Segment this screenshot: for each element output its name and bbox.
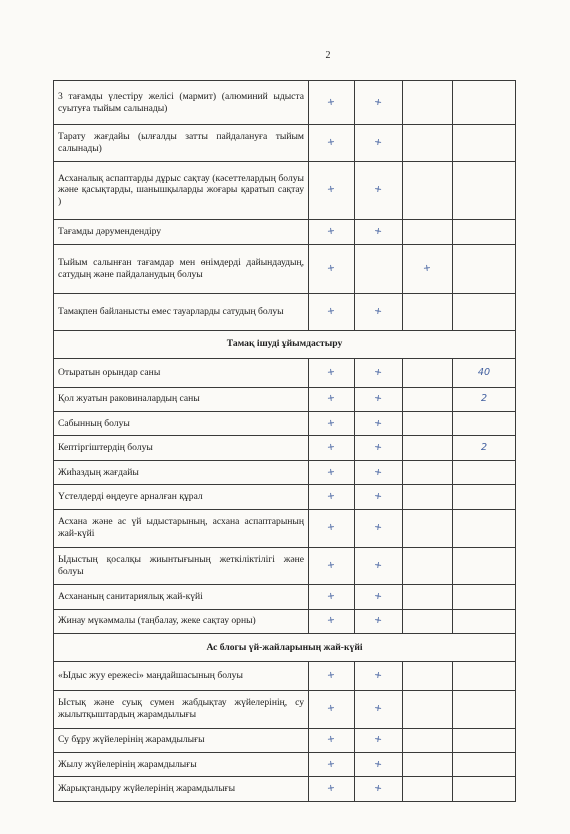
handwritten-mark-col-1: [309, 387, 355, 411]
handwritten-plus: +: [373, 733, 384, 746]
handwritten-mark-col-3: [403, 81, 453, 125]
handwritten-mark-col-1: [309, 436, 355, 460]
handwritten-mark-col-3: [403, 412, 453, 436]
handwritten-mark-col-3: [403, 777, 453, 802]
handwritten-mark-col-3: [403, 485, 453, 509]
section-heading: Ас блогы үй-жайларының жай-күйі: [54, 634, 516, 662]
section-heading-row: [54, 330, 516, 358]
checklist-row: [54, 436, 516, 460]
handwritten-mark-col-2: [355, 661, 403, 690]
criterion-text: Тағамды дәрумендендіру: [54, 219, 309, 245]
handwritten-mark-col-1: [309, 585, 355, 609]
handwritten-plus: +: [373, 184, 384, 196]
checklist-row: [54, 690, 516, 728]
handwritten-note: [453, 509, 516, 547]
handwritten-mark-col-3: [403, 358, 453, 387]
handwritten-plus: +: [326, 184, 337, 196]
handwritten-plus: +: [373, 758, 384, 771]
handwritten-mark-col-1: [309, 609, 355, 633]
handwritten-plus: +: [373, 702, 384, 715]
handwritten-plus: +: [326, 521, 337, 534]
checklist-row: [54, 387, 516, 411]
criterion-text: Үстелдерді өңдеуге арналған құрал: [54, 485, 309, 509]
checklist-row: [54, 294, 516, 331]
criterion-text: Тыйым салынған тағамдар мен өнімдерді дайындаудың, сатудың және пайдаланудың болуы: [54, 245, 309, 294]
handwritten-mark-col-3: [403, 753, 453, 777]
criterion-text: Ыдыстың қосалқы жиынтығының жеткіліктілігі және болуы: [54, 547, 309, 585]
handwritten-note: [453, 219, 516, 245]
handwritten-mark-col-1: [309, 460, 355, 484]
handwritten-mark-col-2: [355, 436, 403, 460]
handwritten-note: [453, 162, 516, 220]
handwritten-mark-col-3: [403, 436, 453, 460]
handwritten-mark-col-2: [355, 690, 403, 728]
handwritten-mark-col-3: [403, 728, 453, 752]
checklist-row: [54, 162, 516, 220]
handwritten-plus: +: [373, 366, 384, 379]
handwritten-plus: +: [326, 392, 337, 405]
handwritten-mark-col-2: [355, 585, 403, 609]
handwritten-mark-col-2: [355, 509, 403, 547]
handwritten-plus: +: [326, 782, 337, 795]
handwritten-mark-col-1: [309, 294, 355, 331]
handwritten-mark-col-2: [355, 125, 403, 162]
handwritten-note: [453, 294, 516, 331]
checklist-row: [54, 509, 516, 547]
handwritten-mark-col-1: [309, 661, 355, 690]
handwritten-plus: +: [373, 782, 384, 795]
handwritten-mark-col-2: [355, 81, 403, 125]
criterion-text: Асхананың санитариялық жай-күйі: [54, 585, 309, 609]
handwritten-plus: +: [326, 417, 337, 430]
handwritten-plus: +: [373, 96, 384, 109]
checklist-row: [54, 219, 516, 245]
handwritten-mark-col-3: [403, 125, 453, 162]
handwritten-note: 40: [453, 358, 516, 387]
handwritten-note: [453, 81, 516, 125]
handwritten-plus: +: [422, 262, 433, 275]
handwritten-mark-col-1: [309, 547, 355, 585]
handwritten-note: [453, 585, 516, 609]
handwritten-mark-col-3: [403, 162, 453, 220]
handwritten-mark-col-1: [309, 728, 355, 752]
handwritten-plus: +: [326, 758, 337, 771]
handwritten-plus: +: [373, 225, 384, 238]
handwritten-mark-col-2: [355, 412, 403, 436]
handwritten-note: [453, 777, 516, 802]
handwritten-mark-col-3: [403, 509, 453, 547]
handwritten-mark-col-1: [309, 358, 355, 387]
handwritten-plus: +: [326, 615, 337, 627]
handwritten-mark-col-2: [355, 219, 403, 245]
handwritten-mark-col-1: [309, 81, 355, 125]
criterion-text: «Ыдыс жуу ережесі» маңдайшасының болуы: [54, 661, 309, 690]
handwritten-mark-col-3: [403, 387, 453, 411]
handwritten-mark-col-2: [355, 485, 403, 509]
checklist-row: [54, 245, 516, 294]
handwritten-mark-col-1: [309, 245, 355, 294]
handwritten-note: [453, 661, 516, 690]
handwritten-plus: +: [326, 669, 337, 682]
handwritten-plus: +: [326, 96, 337, 109]
handwritten-mark-col-1: [309, 219, 355, 245]
handwritten-mark-col-2: [355, 245, 403, 294]
handwritten-plus: +: [373, 417, 384, 430]
handwritten-mark-col-2: [355, 777, 403, 802]
handwritten-mark-col-3: [403, 245, 453, 294]
handwritten-plus: +: [326, 590, 337, 603]
handwritten-plus: +: [326, 559, 337, 572]
criterion-text: Жылу жүйелерінің жарамдылығы: [54, 753, 309, 777]
handwritten-plus: +: [326, 441, 337, 454]
criterion-text: 3 тағамды үлестіру желісі (мармит) (алюминий ыдыста суытуға тыйым салынады): [54, 81, 309, 125]
handwritten-plus: +: [373, 392, 384, 405]
handwritten-plus: +: [373, 490, 384, 503]
handwritten-note: 2: [453, 387, 516, 411]
checklist-row: [54, 358, 516, 387]
checklist-row: [54, 661, 516, 690]
criterion-text: Ыстық және суық сумен жабдықтау жүйелерінің, су жылытқыштардың жарамдылығы: [54, 690, 309, 728]
handwritten-plus: +: [373, 466, 384, 479]
criterion-text: Тарату жағдайы (ылғалды затты пайдалануға тыйым салынады): [54, 125, 309, 162]
handwritten-mark-col-1: [309, 412, 355, 436]
handwritten-mark-col-2: [355, 162, 403, 220]
handwritten-plus: +: [373, 136, 384, 149]
handwritten-plus: +: [326, 466, 337, 479]
checklist-row: [54, 547, 516, 585]
handwritten-note: [453, 485, 516, 509]
checklist-row: [54, 753, 516, 777]
criterion-text: Отыратын орындар саны: [54, 358, 309, 387]
criterion-text: Су бұру жүйелерінің жарамдылығы: [54, 728, 309, 752]
handwritten-mark-col-2: [355, 753, 403, 777]
handwritten-mark-col-1: [309, 485, 355, 509]
handwritten-note: 2: [453, 436, 516, 460]
handwritten-mark-col-3: [403, 690, 453, 728]
section-heading-row: [54, 634, 516, 662]
handwritten-plus: +: [373, 521, 384, 534]
handwritten-mark-col-3: [403, 609, 453, 633]
checklist-row: [54, 585, 516, 609]
criterion-text: Жарықтандыру жүйелерінің жарамдылығы: [54, 777, 309, 802]
checklist-row: [54, 125, 516, 162]
handwritten-note: [453, 412, 516, 436]
checklist-row: [54, 728, 516, 752]
handwritten-mark-col-2: [355, 547, 403, 585]
handwritten-note: [453, 609, 516, 633]
handwritten-mark-col-1: [309, 125, 355, 162]
criterion-text: Жиһаздың жағдайы: [54, 460, 309, 484]
criterion-text: Сабынның болуы: [54, 412, 309, 436]
criterion-text: Қол жуатын раковиналардың саны: [54, 387, 309, 411]
handwritten-plus: +: [373, 615, 384, 627]
handwritten-mark-col-2: [355, 387, 403, 411]
handwritten-plus: +: [326, 490, 337, 503]
handwritten-mark-col-2: [355, 460, 403, 484]
handwritten-mark-col-1: [309, 509, 355, 547]
handwritten-plus: +: [373, 559, 384, 572]
checklist-row: [54, 609, 516, 633]
handwritten-note: [453, 460, 516, 484]
handwritten-plus: +: [326, 305, 337, 318]
handwritten-plus: +: [326, 366, 337, 379]
handwritten-mark-col-3: [403, 661, 453, 690]
handwritten-mark-col-3: [403, 294, 453, 331]
section-heading: Тамақ ішуді ұйымдастыру: [54, 330, 516, 358]
handwritten-mark-col-3: [403, 460, 453, 484]
checklist-body: [54, 81, 516, 802]
handwritten-plus: +: [326, 136, 337, 149]
handwritten-mark-col-3: [403, 585, 453, 609]
handwritten-plus: +: [326, 702, 337, 715]
criterion-text: Асхана және ас үй ыдыстарының, асхана аспаптарының жай-күйі: [54, 509, 309, 547]
checklist-row: [54, 412, 516, 436]
handwritten-plus: +: [373, 669, 384, 682]
handwritten-note: [453, 690, 516, 728]
handwritten-mark-col-2: [355, 294, 403, 331]
handwritten-mark-col-1: [309, 690, 355, 728]
handwritten-plus: +: [373, 305, 384, 318]
handwritten-mark-col-1: [309, 753, 355, 777]
handwritten-plus: +: [373, 590, 384, 603]
handwritten-mark-col-1: [309, 777, 355, 802]
checklist-row: [54, 777, 516, 802]
handwritten-note: [453, 728, 516, 752]
handwritten-plus: +: [326, 262, 337, 275]
handwritten-note: [453, 547, 516, 585]
handwritten-mark-col-2: [355, 728, 403, 752]
page-number: 2: [325, 50, 331, 61]
handwritten-mark-col-2: [355, 358, 403, 387]
criterion-text: Тамақпен байланысты емес тауарларды сатудың болуы: [54, 294, 309, 331]
criterion-text: Кептіргіштердің болуы: [54, 436, 309, 460]
handwritten-plus: +: [326, 225, 337, 238]
handwritten-mark-col-1: [309, 162, 355, 220]
checklist-row: [54, 81, 516, 125]
handwritten-plus: +: [326, 733, 337, 746]
inspection-checklist-table: [53, 80, 516, 802]
handwritten-mark-col-2: [355, 609, 403, 633]
criterion-text: Асханалық аспаптарды дұрыс сақтау (кәсеттелардың болуы және қасықтарды, шанышқыларды жоғары қаратып сақтау ): [54, 162, 309, 220]
checklist-row: [54, 485, 516, 509]
handwritten-note: [453, 753, 516, 777]
criterion-text: Жинау мүкәммалы (таңбалау, жеке сақтау орны): [54, 609, 309, 633]
handwritten-note: [453, 245, 516, 294]
checklist-row: [54, 460, 516, 484]
handwritten-note: [453, 125, 516, 162]
handwritten-mark-col-3: [403, 219, 453, 245]
handwritten-mark-col-3: [403, 547, 453, 585]
handwritten-plus: +: [373, 441, 384, 454]
